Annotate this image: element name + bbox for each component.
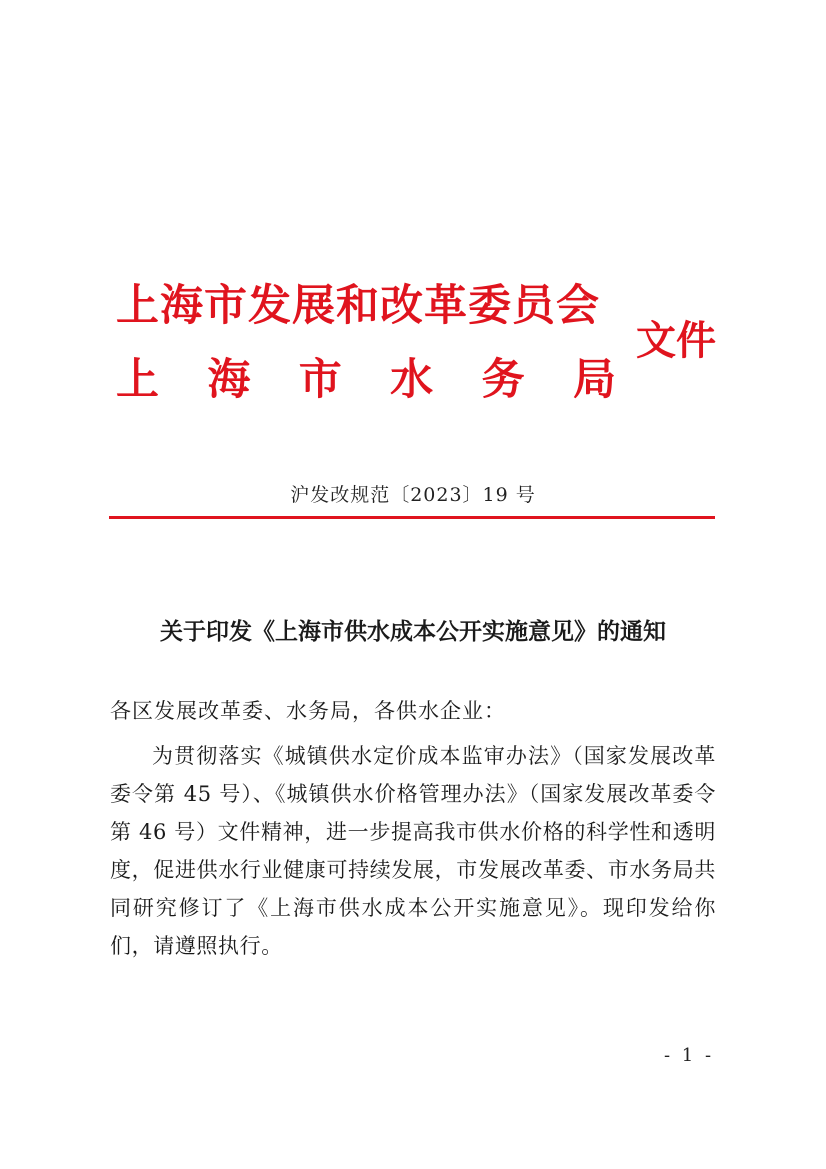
page-number: - 1 - (664, 1045, 715, 1066)
issuer-char: 上 (116, 355, 159, 405)
document-suffix: 文件 (636, 317, 716, 364)
body-paragraph: 为贯彻落实《城镇供水定价成本监审办法》（国家发展改革委令第 45 号）、《城镇供水价格管理办法》（国家发展改革委令第 46 号）文件精神，进一步提高我市供水价格的科学性和透明度，促进供水行业健康可持续发展，市发展改革委、市水务局共同研究修订了《上海市供水成本公开实施意见》。现印发给你们，请遵照执行。 (110, 744, 716, 958)
issuer-char: 海 (207, 355, 251, 405)
document-title: 关于印发《上海市供水成本公开实施意见》的通知 (160, 618, 666, 645)
issuer-name-water-authority (116, 346, 616, 407)
issuer-name-ndrc: 上海市发展和改革委员会 (116, 281, 600, 331)
salutation: 各区发展改革委、水务局，各供水企业： (110, 699, 506, 723)
red-divider-line (109, 516, 715, 519)
document-number: 沪发改规范〔2023〕19 号 (290, 484, 536, 506)
issuer-char: 市 (298, 355, 342, 405)
issuer-char: 务 (481, 355, 525, 405)
issuer-char: 水 (390, 355, 434, 405)
issuer-char: 局 (572, 355, 616, 405)
